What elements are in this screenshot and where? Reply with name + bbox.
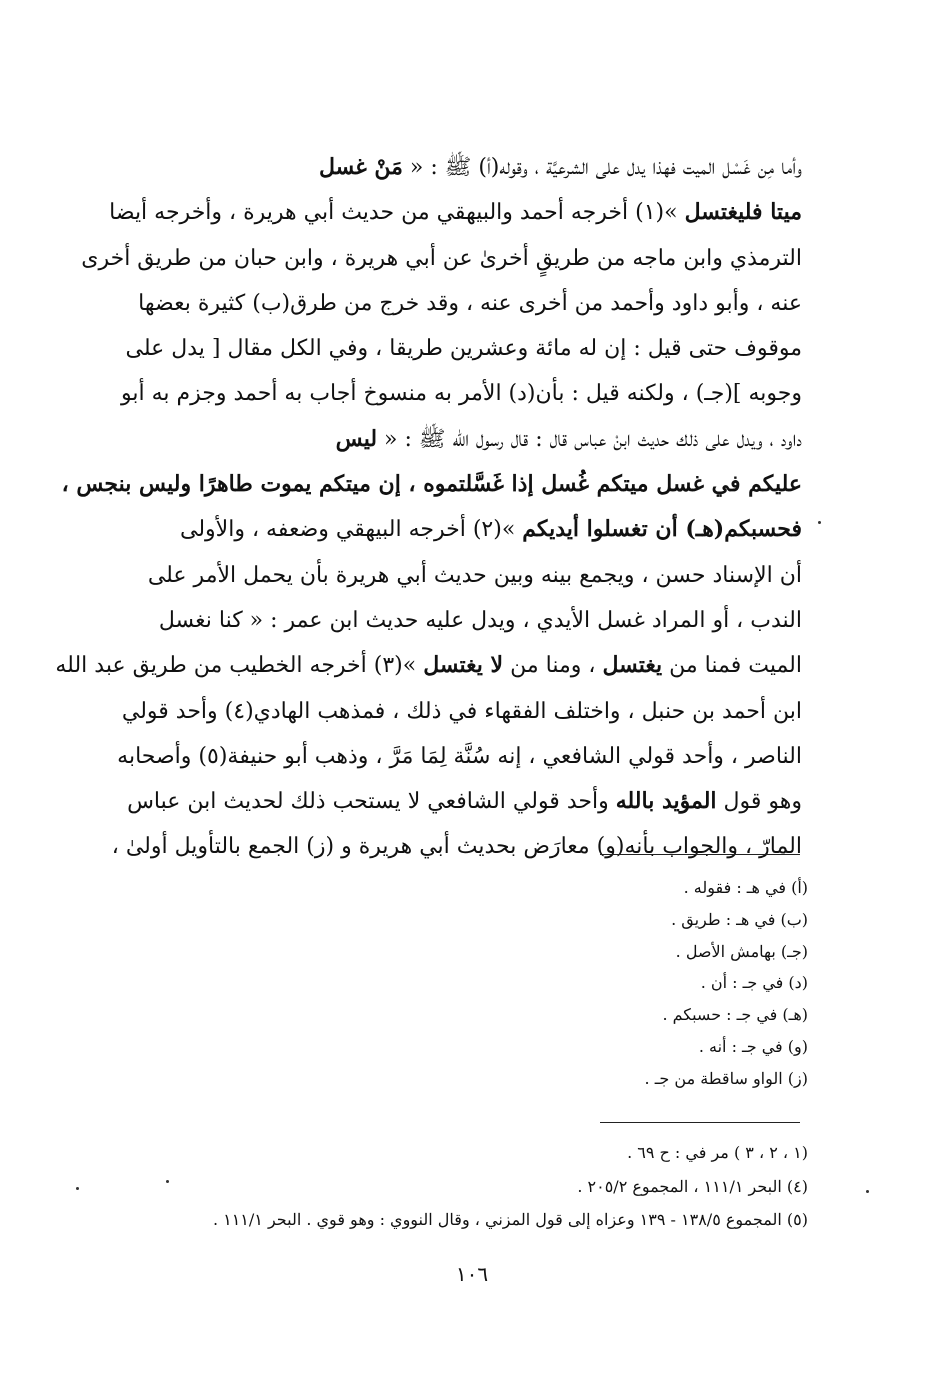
footnote-separator-variants bbox=[600, 854, 800, 855]
text-segment: »(٢) أخرجه البيهقي وضعفه ، والأولى bbox=[180, 517, 523, 543]
bold-hadith-text: يغتسل bbox=[602, 652, 663, 679]
text-segment: موقوف حتى قيل : إن له مائة وعشرين طريقا ، وفي الكل مقال [ يدل على bbox=[125, 336, 802, 362]
scan-speck bbox=[166, 1180, 169, 1183]
scan-speck bbox=[818, 521, 821, 524]
text-line bbox=[61, 462, 802, 507]
text-segment: وأحد قولي الشافعي لا يستحب ذلك لحديث ابن عباس bbox=[127, 789, 616, 815]
text-line bbox=[128, 598, 802, 643]
text-segment: وهو قول bbox=[716, 789, 802, 815]
variant-note: (و) في جـ : أنه . bbox=[698, 1036, 808, 1056]
text-line bbox=[109, 190, 802, 235]
reference-footnotes bbox=[213, 1136, 808, 1237]
bold-hadith-text: ليس bbox=[335, 425, 378, 452]
text-line bbox=[81, 236, 802, 281]
text-segment: وجوبه ](جـ) ، ولكنه قيل : بأن(د) الأمر به منسوخ أجاب به أحمد وجزم به أبو bbox=[120, 381, 802, 407]
text-segment: ، ومنا من bbox=[503, 653, 603, 679]
text-segment: وأما مِن غَسْل الميت فهذا يدل على الشرعيَّة ، وقوله(أ) ﷺ : « bbox=[402, 155, 802, 180]
variant-note: (هـ) في جـ : حسبكم . bbox=[662, 1005, 808, 1025]
text-line bbox=[128, 553, 802, 598]
main-text-block bbox=[55, 145, 802, 870]
text-segment: الندب ، أو المراد غسل الأيدي ، ويدل عليه حديث ابن عمر : « كنا نغسل bbox=[158, 607, 802, 633]
variant-note: (أ) في هـ : فقوله . bbox=[683, 878, 808, 897]
text-line bbox=[125, 326, 802, 371]
text-segment: المارّ ، والجواب بأنه(و) معارَض بحديث أبي هريرة و (ز) الجمع بالتأويل أولىٰ ، bbox=[111, 834, 802, 860]
variant-note: (جـ) بهامش الأصل . bbox=[675, 941, 808, 961]
text-line bbox=[121, 689, 802, 734]
scan-speck bbox=[866, 1190, 869, 1193]
variant-note: (ب) في هـ : طريق . bbox=[671, 909, 808, 929]
variant-note: (ز) الواو ساقطة من جـ . bbox=[644, 1068, 808, 1088]
bold-hadith-text: لا يغتسل bbox=[423, 652, 504, 679]
bold-hadith-text: فحسبكم(هـ) أن تغسلوا أيديكم bbox=[522, 516, 802, 543]
variant-readings-notes bbox=[645, 872, 808, 1095]
text-line bbox=[128, 281, 802, 326]
text-line bbox=[117, 734, 802, 779]
text-segment: أن الإسناد حسن ، ويجمع بينه وبين حديث أبي هريرة بأن يحمل الأمر على bbox=[147, 562, 802, 588]
bold-hadith-text: عليكم في غسل ميتكم غُسل إذا غَسَّلتموه ، إن ميتكم يموت طاهرًا وليس بنجس ، bbox=[61, 471, 802, 498]
text-segment: ابن أحمد بن حنبل ، واختلف الفقهاء في ذلك ، فمذهب الهادي(٤) وأحد قولي bbox=[121, 698, 802, 724]
scan-speck bbox=[76, 1187, 79, 1190]
bold-hadith-text: المؤيد بالله bbox=[615, 788, 717, 815]
bold-hadith-text: مَنْ غسل bbox=[318, 154, 403, 180]
text-segment: عنه ، وأبو داود وأحمد من أخرى عنه ، وقد خرج من طرق(ب) كثيرة بعضها bbox=[138, 290, 802, 316]
text-line bbox=[128, 145, 802, 190]
text-segment: الترمذي وابن ماجه من طريقٍ أخرىٰ عن أبي هريرة ، وابن حبان من طريق أخرى bbox=[81, 245, 802, 271]
text-line bbox=[120, 371, 802, 416]
text-line bbox=[111, 824, 802, 869]
text-line bbox=[128, 507, 802, 552]
text-line bbox=[55, 643, 802, 688]
bold-hadith-text: ميتا فليغتسل bbox=[684, 199, 802, 226]
reference-note: (١ ، ٢ ، ٣ ) مر في : ح ٦٩ . bbox=[627, 1143, 808, 1162]
footnote-separator-references bbox=[600, 1122, 800, 1123]
text-segment: »(١) أخرجه أحمد والبيهقي من حديث أبي هريرة ، وأخرجه أيضا bbox=[109, 200, 685, 226]
text-segment: داود ، ويدل على ذلك حديث ابنْ عباس قال : قال رسول الله ﷺ : « bbox=[377, 426, 802, 452]
text-segment: الناصر ، وأحد قولي الشافعي ، إنه سُنَّة لِمَا مَرَّ ، وذهب أبو حنيفة(٥) وأصحابه bbox=[117, 743, 802, 769]
text-segment: »(٣) أخرجه الخطيب من طريق عبد الله bbox=[55, 653, 424, 679]
reference-note: (٥) المجموع ١٣٨/٥ - ١٣٩ وعزاه إلى قول المزني ، وقال النووي : وهو قوي . البحر ١١١/١ . bbox=[212, 1210, 808, 1229]
page-number: ١٠٦ bbox=[455, 1262, 489, 1286]
text-segment: الميت فمنا من bbox=[662, 653, 802, 679]
text-line bbox=[128, 417, 802, 462]
reference-note: (٤) البحر ١١١/١ ، المجموع ٢٠٥/٢ . bbox=[577, 1176, 808, 1196]
variant-note: (د) في جـ : أن . bbox=[700, 973, 808, 993]
text-line bbox=[128, 779, 802, 824]
